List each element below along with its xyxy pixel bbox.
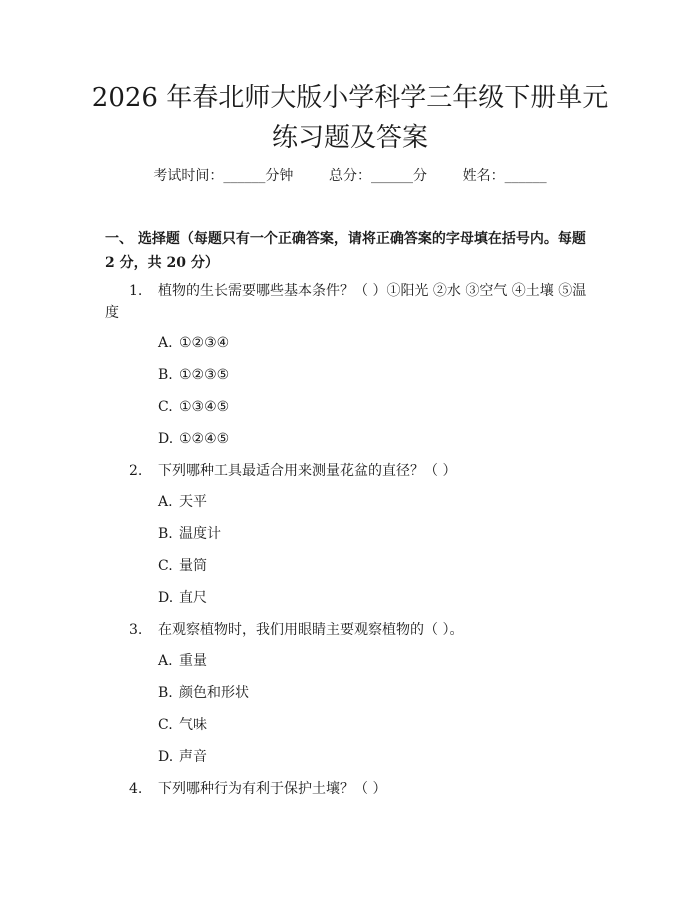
option-text: 颜色和形状	[179, 685, 249, 701]
option-letter: B.	[158, 526, 173, 542]
option-2d	[158, 588, 207, 608]
question-2	[105, 460, 600, 482]
option-text: 气味	[179, 717, 207, 733]
option-letter: C.	[158, 558, 173, 574]
option-text: 天平	[179, 494, 207, 510]
option-1d	[158, 429, 229, 449]
question-4	[105, 778, 600, 800]
option-3c	[158, 715, 207, 735]
option-1c	[158, 397, 229, 417]
exam-time: 考试时间：______分钟	[153, 168, 294, 184]
question-text: 下列哪种工具最适合用来测量花盆的直径？（ ）	[158, 463, 457, 479]
option-1a	[158, 333, 229, 353]
question-3	[105, 619, 600, 641]
option-letter: D.	[158, 590, 174, 606]
title-line-1: 2026 年春北师大版小学科学三年级下册单元	[91, 83, 609, 113]
option-text: ①③④⑤	[179, 399, 230, 415]
option-text: ①②③④	[179, 335, 230, 351]
question-text: 下列哪种行为有利于保护土壤？（ ）	[158, 781, 387, 797]
option-letter: B.	[158, 367, 173, 383]
option-text: 量筒	[179, 558, 207, 574]
option-letter: C.	[158, 399, 173, 415]
option-text: 重量	[179, 653, 207, 669]
question-text: 植物的生长需要哪些基本条件？（ ）①阳光 ②水 ③空气 ④土壤 ⑤温度	[105, 283, 587, 321]
option-1b	[158, 365, 229, 385]
student-name: 姓名：______	[462, 168, 547, 184]
option-2b	[158, 524, 221, 544]
exam-score: 总分：______分	[329, 168, 427, 184]
option-text: 直尺	[179, 590, 207, 606]
section-heading-choice: 一、 选择题（每题只有一个正确答案，请将正确答案的字母填在括号内。每题 2 分，共 20 分）	[105, 231, 586, 271]
question-number: 2.	[129, 463, 143, 479]
option-letter: B.	[158, 685, 173, 701]
option-text: ①②④⑤	[179, 431, 230, 447]
question-number: 3.	[129, 622, 143, 638]
title-line-2: 练习题及答案	[271, 123, 428, 153]
option-letter: D.	[158, 431, 174, 447]
option-letter: D.	[158, 749, 174, 765]
option-text: 声音	[179, 749, 207, 765]
option-text: ①②③⑤	[179, 367, 230, 383]
option-2a	[158, 492, 207, 512]
option-3a	[158, 651, 207, 671]
option-text: 温度计	[179, 526, 221, 542]
question-1	[105, 280, 600, 324]
document-title	[60, 78, 640, 158]
option-3b	[158, 683, 249, 703]
exam-meta	[0, 166, 700, 186]
option-3d	[158, 747, 207, 767]
option-letter: A.	[158, 653, 173, 669]
question-text: 在观察植物时，我们用眼睛主要观察植物的（ ）。	[158, 622, 464, 638]
option-2c	[158, 556, 207, 576]
option-letter: A.	[158, 494, 173, 510]
option-letter: A.	[158, 335, 173, 351]
question-number: 4.	[129, 781, 143, 797]
question-number: 1.	[129, 283, 143, 299]
option-letter: C.	[158, 717, 173, 733]
